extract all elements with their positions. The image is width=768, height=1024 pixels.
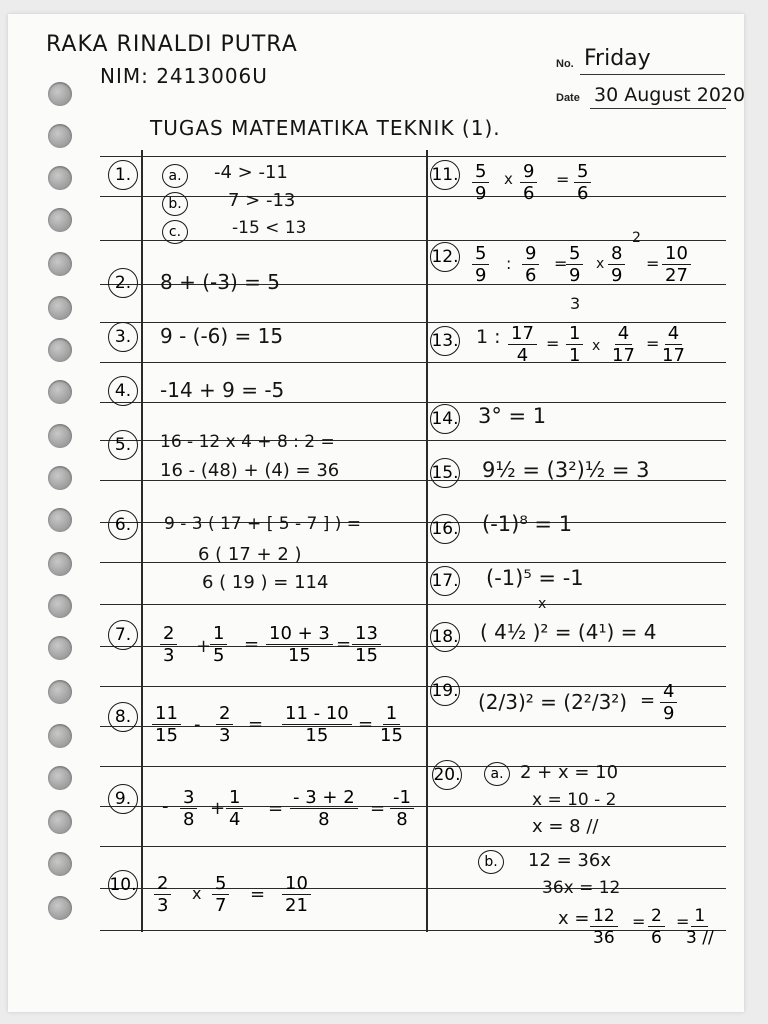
date-label: Date [556,92,580,104]
answer-line: 12 = 36x [528,850,611,871]
operator: = [268,798,284,819]
binder-hole [48,466,72,490]
problem-number: 13. [430,326,460,356]
problem-number: 8. [108,702,138,732]
fraction: 1 15 [380,703,403,746]
fraction: 10 21 [282,874,311,917]
ruled-line [100,646,726,647]
fraction: 10 27 [662,244,691,287]
operator: = [244,634,260,655]
answer-line: 36x = 12 [542,878,621,898]
binder-hole [48,636,72,660]
answer-line: 16 - (48) + (4) = 36 [160,460,340,481]
fraction: 4 9 [660,682,677,725]
binder-hole [48,508,72,532]
problem-number: 2. [108,268,138,298]
answer-expr: (-1)⁵ = -1 [486,566,584,590]
ruled-line [100,322,726,323]
answer-line: x = 8 // [532,816,599,837]
answer-expr: ( 4½ )² = (4¹) = 4 [480,620,657,644]
cancel-result: 3 [570,294,581,313]
answer-line: 6 ( 19 ) = 114 [202,572,329,593]
operator: = [250,884,266,905]
answer-expr: 8 + (-3) = 5 [160,270,280,294]
answer-line: 6 ( 17 + 2 ) [198,544,302,565]
date-value: 30 August 2020 [594,84,746,106]
operator: - [162,796,169,817]
answer-line: 9 - 3 ( 17 + [ 5 - 7 ] ) = [164,514,362,534]
answer-expr: -4 > -11 [214,162,288,183]
operator: = [556,170,570,189]
ruled-line [100,604,726,605]
binder-hole [48,296,72,320]
no-underline [580,74,725,75]
problem-number: 20. [432,760,462,790]
binder-hole [48,208,72,232]
ruled-line [100,766,726,767]
sub-label: b. [478,850,504,874]
fraction: 12 36 [590,906,618,949]
binder-hole [48,124,72,148]
cancel-result: 2 [632,230,641,246]
operator: = [676,912,690,931]
fraction: 4 17 [662,323,685,366]
binder-hole [48,82,72,106]
binder-hole [48,252,72,276]
operator: = [632,912,646,931]
answer-expr: 1 : [476,326,501,348]
binder-hole [48,338,72,362]
operator: x [192,884,202,903]
left-margin-line [141,150,143,932]
date-underline [590,108,726,109]
fraction: 9 6 [522,244,539,287]
answer-expr: (-1)⁸ = 1 [482,512,573,536]
answer-line: x = 10 - 2 [532,790,617,810]
problem-number: 19. [430,676,460,706]
operator: x [592,338,601,354]
student-name: RAKA RINALDI PUTRA [46,32,298,57]
operator: = [646,334,660,353]
ruled-line [100,402,726,403]
operator: = [640,690,656,711]
operator: x [596,256,605,272]
fraction: 9 6 [520,162,537,205]
binder-hole [48,424,72,448]
fraction: - 3 + 2 8 [290,788,358,831]
sub-label: b. [162,192,188,216]
binder-hole [48,594,72,618]
problem-number: 12. [430,242,460,272]
problem-number: 16. [430,514,460,544]
fraction: 10 + 3 15 [266,624,333,667]
fraction: 5 9 [472,162,489,205]
fraction: 3 8 [180,788,197,831]
answer-expr: -14 + 9 = -5 [160,378,285,402]
page-title: TUGAS MATEMATIKA TEKNIK (1). [150,116,501,140]
answer-line: 16 - 12 x 4 + 8 : 2 = [160,432,335,452]
problem-number: 9. [108,784,138,814]
fraction: 5 9 [472,244,489,287]
operator: = [646,254,660,273]
center-divider [426,150,428,932]
operator: = [546,334,560,353]
ruled-line [100,686,726,687]
fraction: 1 5 [210,624,227,667]
answer-expr: -15 < 13 [232,218,307,238]
problem-number: 1. [108,160,138,190]
fraction: 11 - 10 15 [282,704,352,747]
operator: = [248,714,264,735]
binder-hole [48,810,72,834]
answer-expr: 3° = 1 [478,404,547,428]
problem-number: 11. [430,160,460,190]
binder-hole [48,680,72,704]
operator: x [504,170,513,188]
operator: = [554,254,568,273]
answer-expr: 9 - (-6) = 15 [160,324,284,348]
ruled-line [100,846,726,847]
operator: = [370,798,386,819]
fraction: -1 8 [390,788,414,831]
fraction: 11 15 [152,704,181,747]
sub-label: a. [484,762,510,786]
operator: = [336,634,352,655]
fraction: 2 3 [216,704,233,747]
problem-number: 3. [108,322,138,352]
answer-expr: 7 > -13 [228,190,296,211]
problem-number: 15. [430,458,460,488]
binder-hole [48,380,72,404]
problem-number: 7. [108,620,138,650]
fraction: 1 4 [226,788,243,831]
binder-hole [48,552,72,576]
problem-number: 14. [430,404,460,434]
fraction: 1 3 // [686,906,714,948]
binder-hole [48,766,72,790]
answer-line: 2 + x = 10 [520,762,619,783]
operator: + [196,636,212,657]
sub-label: a. [162,164,188,188]
problem-number: 10. [108,870,138,900]
problem-number: 17. [430,566,460,596]
problem-number: 18. [430,622,460,652]
fraction: 2 3 [154,874,171,917]
operator: + [210,798,226,819]
ruled-line [100,196,726,197]
ruled-line [100,156,726,157]
fraction: 5 7 [212,874,229,917]
fraction: 5 6 [574,162,591,205]
cross-mark: x [538,596,547,612]
student-id: NIM: 2413006U [100,64,268,88]
ruled-line [100,562,726,563]
fraction: 4 17 [612,323,635,366]
binder-hole [48,166,72,190]
answer-expr: 9½ = (3²)½ = 3 [482,458,650,482]
binder-hole [48,724,72,748]
operator: = [358,714,374,735]
answer-expr: (2/3)² = (2²/3²) [478,690,628,714]
fraction: 5 9 [566,244,583,287]
fraction: 13 15 [352,624,381,667]
fraction: 8 9 [608,244,625,287]
day-value: Friday [584,46,651,71]
fraction: 2 6 [648,906,665,949]
fraction: 2 3 [160,624,177,667]
problem-number: 4. [108,376,138,406]
fraction: 1 1 [566,324,583,367]
fraction: 17 4 [508,324,537,367]
binder-hole [48,852,72,876]
binder-hole [48,896,72,920]
problem-number: 6. [108,510,138,540]
operator: - [194,714,201,735]
no-label: No. [556,58,574,70]
problem-number: 5. [108,430,138,460]
answer-line: x = [558,908,590,929]
sub-label: c. [162,220,188,244]
operator: : [506,254,512,273]
